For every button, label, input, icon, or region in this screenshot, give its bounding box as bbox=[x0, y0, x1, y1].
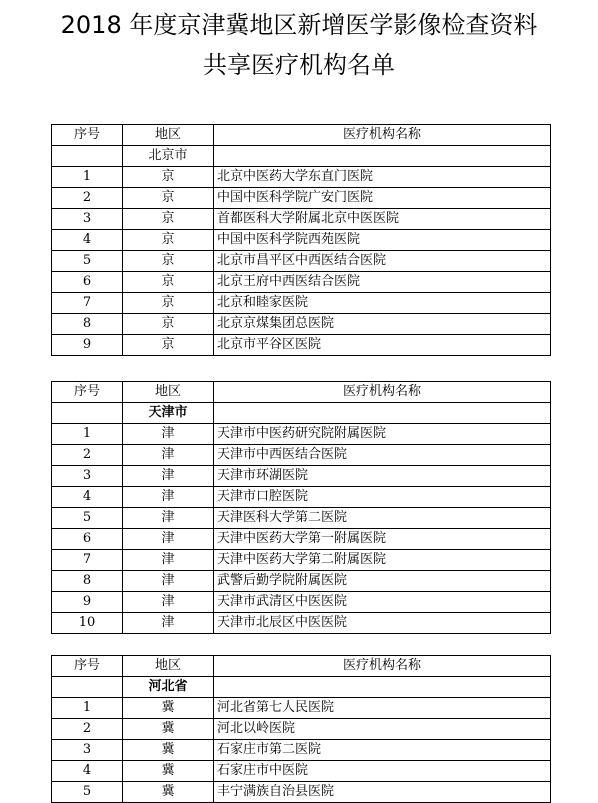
row-institution-name: 北京市昌平区中西医结合医院 bbox=[214, 251, 551, 272]
table-row bbox=[52, 761, 551, 782]
row-region: 津 bbox=[123, 424, 214, 445]
table-row bbox=[52, 508, 551, 529]
row-no: 5 bbox=[52, 508, 123, 529]
table-row bbox=[52, 293, 551, 314]
table-header-row bbox=[52, 125, 551, 146]
row-institution-name: 北京中医药大学东直门医院 bbox=[214, 167, 551, 188]
table-row bbox=[52, 251, 551, 272]
row-no: 4 bbox=[52, 487, 123, 508]
row-institution-name: 北京市平谷区医院 bbox=[214, 335, 551, 356]
row-region: 津 bbox=[123, 592, 214, 613]
table-header-row bbox=[52, 382, 551, 403]
region-row bbox=[52, 146, 551, 167]
row-institution-name: 北京京煤集团总医院 bbox=[214, 314, 551, 335]
hebei-table bbox=[51, 655, 551, 803]
row-region: 京 bbox=[123, 209, 214, 230]
table-row bbox=[52, 466, 551, 487]
row-region: 京 bbox=[123, 272, 214, 293]
row-region: 京 bbox=[123, 188, 214, 209]
header-no: 序号 bbox=[52, 656, 123, 677]
row-no: 8 bbox=[52, 314, 123, 335]
row-institution-name: 中国中医科学院西苑医院 bbox=[214, 230, 551, 251]
region-row bbox=[52, 403, 551, 424]
table-header-row bbox=[52, 656, 551, 677]
row-region: 津 bbox=[123, 571, 214, 592]
row-no: 9 bbox=[52, 335, 123, 356]
table-row bbox=[52, 424, 551, 445]
header-name: 医疗机构名称 bbox=[214, 125, 551, 146]
region-row bbox=[52, 677, 551, 698]
row-institution-name: 天津市环湖医院 bbox=[214, 466, 551, 487]
row-no: 7 bbox=[52, 293, 123, 314]
header-no: 序号 bbox=[52, 382, 123, 403]
document-title-line1: 2018 年度京津冀地区新增医学影像检查资料 bbox=[60, 11, 538, 39]
table-row bbox=[52, 592, 551, 613]
row-no: 3 bbox=[52, 209, 123, 230]
row-no: 6 bbox=[52, 272, 123, 293]
row-institution-name: 石家庄市第二医院 bbox=[214, 740, 551, 761]
table-row bbox=[52, 529, 551, 550]
tianjin-table bbox=[51, 381, 551, 634]
region-name: 河北省 bbox=[123, 677, 214, 698]
row-region: 津 bbox=[123, 487, 214, 508]
region-row-blank bbox=[214, 146, 551, 167]
row-region: 冀 bbox=[123, 782, 214, 803]
row-institution-name: 武警后勤学院附属医院 bbox=[214, 571, 551, 592]
row-institution-name: 天津市武清区中医医院 bbox=[214, 592, 551, 613]
row-institution-name: 中国中医科学院广安门医院 bbox=[214, 188, 551, 209]
region-row-blank bbox=[214, 677, 551, 698]
row-no: 1 bbox=[52, 167, 123, 188]
row-institution-name: 北京王府中西医结合医院 bbox=[214, 272, 551, 293]
row-institution-name: 天津市北辰区中医医院 bbox=[214, 613, 551, 634]
table-row bbox=[52, 272, 551, 293]
row-no: 9 bbox=[52, 592, 123, 613]
header-region: 地区 bbox=[123, 382, 214, 403]
row-institution-name: 天津市中医药研究院附属医院 bbox=[214, 424, 551, 445]
region-row-blank bbox=[52, 677, 123, 698]
region-row-blank bbox=[52, 403, 123, 424]
row-institution-name: 首都医科大学附属北京中医医院 bbox=[214, 209, 551, 230]
row-no: 2 bbox=[52, 445, 123, 466]
table-row bbox=[52, 719, 551, 740]
row-no: 2 bbox=[52, 719, 123, 740]
table-row bbox=[52, 167, 551, 188]
table-row bbox=[52, 230, 551, 251]
row-no: 4 bbox=[52, 230, 123, 251]
row-institution-name: 北京和睦家医院 bbox=[214, 293, 551, 314]
table-row bbox=[52, 445, 551, 466]
row-region: 京 bbox=[123, 251, 214, 272]
table-row bbox=[52, 550, 551, 571]
row-region: 京 bbox=[123, 335, 214, 356]
header-region: 地区 bbox=[123, 656, 214, 677]
row-no: 5 bbox=[52, 782, 123, 803]
row-region: 津 bbox=[123, 529, 214, 550]
document-title-line2: 共享医疗机构名单 bbox=[203, 51, 395, 79]
row-no: 4 bbox=[52, 761, 123, 782]
region-row-blank bbox=[52, 146, 123, 167]
row-region: 冀 bbox=[123, 698, 214, 719]
table-row bbox=[52, 571, 551, 592]
row-region: 京 bbox=[123, 230, 214, 251]
row-institution-name: 丰宁满族自治县医院 bbox=[214, 782, 551, 803]
row-institution-name: 石家庄市中医院 bbox=[214, 761, 551, 782]
row-region: 津 bbox=[123, 445, 214, 466]
row-no: 7 bbox=[52, 550, 123, 571]
table-row bbox=[52, 209, 551, 230]
row-region: 津 bbox=[123, 613, 214, 634]
row-institution-name: 天津市中西医结合医院 bbox=[214, 445, 551, 466]
table-row bbox=[52, 613, 551, 634]
row-institution-name: 天津中医药大学第二附属医院 bbox=[214, 550, 551, 571]
row-institution-name: 天津医科大学第二医院 bbox=[214, 508, 551, 529]
row-region: 冀 bbox=[123, 719, 214, 740]
beijing-table bbox=[51, 124, 551, 356]
region-name: 北京市 bbox=[123, 146, 214, 167]
row-no: 1 bbox=[52, 698, 123, 719]
table-row bbox=[52, 188, 551, 209]
row-region: 津 bbox=[123, 466, 214, 487]
row-institution-name: 河北以岭医院 bbox=[214, 719, 551, 740]
table-row bbox=[52, 698, 551, 719]
row-no: 2 bbox=[52, 188, 123, 209]
header-name: 医疗机构名称 bbox=[214, 382, 551, 403]
row-region: 京 bbox=[123, 293, 214, 314]
row-region: 京 bbox=[123, 314, 214, 335]
row-no: 3 bbox=[52, 740, 123, 761]
row-no: 1 bbox=[52, 424, 123, 445]
row-region: 京 bbox=[123, 167, 214, 188]
header-name: 医疗机构名称 bbox=[214, 656, 551, 677]
row-no: 8 bbox=[52, 571, 123, 592]
header-no: 序号 bbox=[52, 125, 123, 146]
table-row bbox=[52, 740, 551, 761]
row-institution-name: 天津市口腔医院 bbox=[214, 487, 551, 508]
header-region: 地区 bbox=[123, 125, 214, 146]
table-row bbox=[52, 314, 551, 335]
row-region: 津 bbox=[123, 550, 214, 571]
row-institution-name: 天津中医药大学第一附属医院 bbox=[214, 529, 551, 550]
row-no: 3 bbox=[52, 466, 123, 487]
region-name: 天津市 bbox=[123, 403, 214, 424]
table-row bbox=[52, 487, 551, 508]
row-region: 冀 bbox=[123, 761, 214, 782]
row-institution-name: 河北省第七人民医院 bbox=[214, 698, 551, 719]
row-region: 津 bbox=[123, 508, 214, 529]
region-row-blank bbox=[214, 403, 551, 424]
row-no: 5 bbox=[52, 251, 123, 272]
row-region: 冀 bbox=[123, 740, 214, 761]
row-no: 6 bbox=[52, 529, 123, 550]
row-no: 10 bbox=[52, 613, 123, 634]
table-row bbox=[52, 335, 551, 356]
table-row bbox=[52, 782, 551, 803]
